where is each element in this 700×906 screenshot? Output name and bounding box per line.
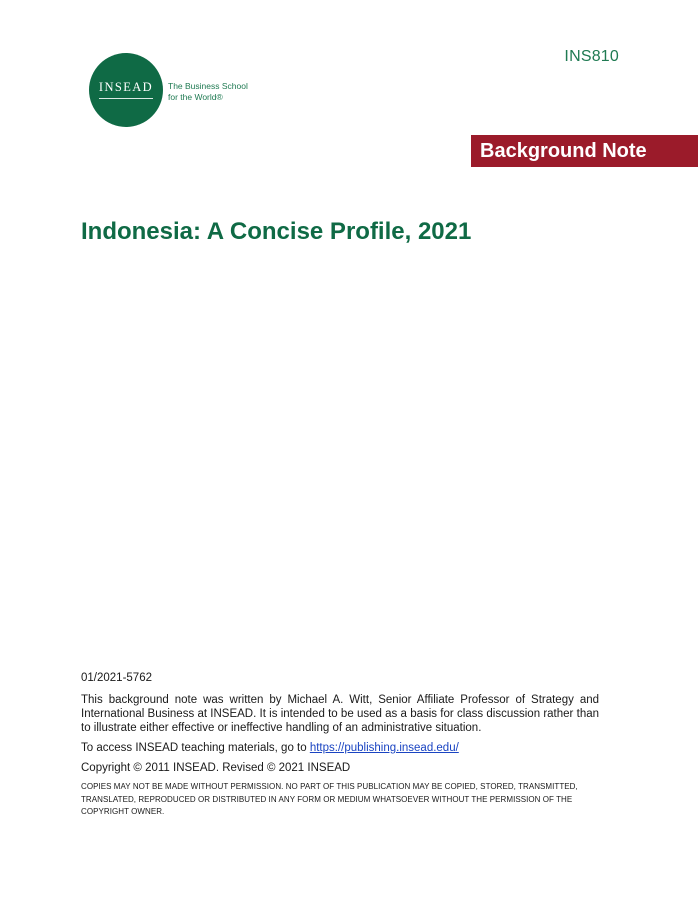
tagline-line-1: The Business School — [168, 81, 248, 91]
page-title: Indonesia: A Concise Profile, 2021 — [81, 218, 472, 245]
document-type-banner: Background Note — [471, 135, 698, 167]
reference-number: 01/2021-5762 — [81, 672, 152, 684]
logo-rule — [99, 98, 153, 99]
insead-logo — [89, 53, 163, 127]
tagline-line-2: for the World® — [168, 92, 223, 102]
logo-wordmark: INSEAD — [98, 80, 154, 95]
access-statement — [81, 741, 599, 755]
logo-tagline — [168, 81, 248, 103]
access-prefix: To access INSEAD teaching materials, go to — [81, 742, 310, 754]
permission-notice: COPIES MAY NOT BE MADE WITHOUT PERMISSION. NO PART OF THIS PUBLICATION MAY BE COPIED, STORED, TRANSMITTED, TRANSLATED, REPRODUCED OR DISTRIBUTED IN ANY FORM OR MEDIUM WHATSOEVER WITHOUT THE PERMISSION OF THE COPYRIGHT OWNER. — [81, 782, 578, 816]
document-code: INS810 — [564, 48, 619, 65]
authorship-statement: This background note was written by Michael A. Witt, Senior Affiliate Professor of Strategy and International Business at INSEAD. It is intended to be used as a basis for class discussion rather than to illustrate either effective or ineffective handling of an administrative situation. — [81, 694, 599, 734]
copyright-notice: Copyright © 2011 INSEAD. Revised © 2021 INSEAD — [81, 762, 351, 774]
publishing-link[interactable]: https://publishing.insead.edu/ — [309, 742, 459, 754]
document-footer — [81, 671, 599, 819]
